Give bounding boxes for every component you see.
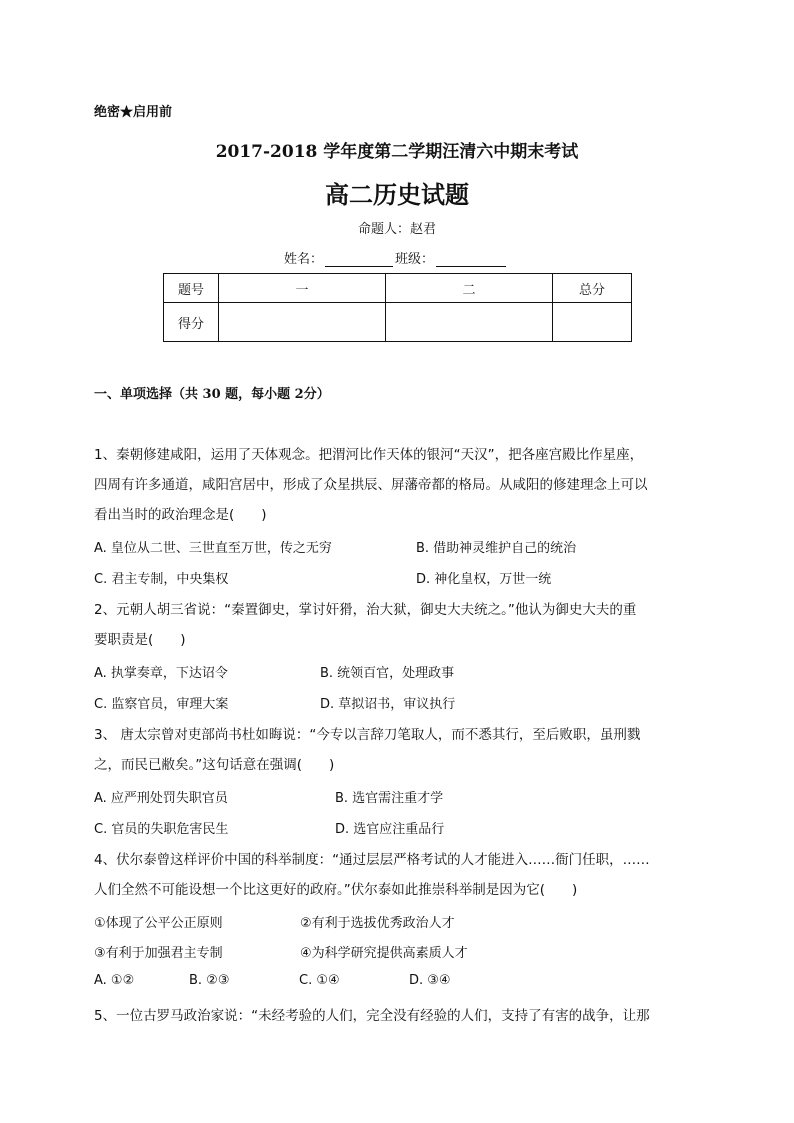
- author-line: 命题人：赵君: [357, 222, 436, 237]
- student-info: [284, 248, 508, 267]
- exam-title: 2017-2018 学年度第二学期汪清六中期末考试: [215, 142, 579, 162]
- option-d[interactable]: D. 草拟诏书，审议执行: [320, 697, 456, 712]
- option-a[interactable]: A. 应严刑处罚失职官员: [94, 791, 228, 806]
- option-d[interactable]: D. 神化皇权，万世一统: [416, 572, 552, 587]
- statement-4: ④为科学研究提供高素质人才: [300, 946, 468, 961]
- question-1-line-1: 1、秦朝修建咸阳，运用了天体观念。把渭河比作天体的银河“天汉”，把各座宫殿比作星座，: [94, 447, 644, 463]
- class-blank[interactable]: [436, 252, 506, 267]
- table-cell: 总分: [553, 274, 632, 303]
- table-cell: 二: [386, 274, 553, 303]
- question-4-line-1: 4、伏尔泰曾这样评价中国的科举制度：“通过层层严格考试的人才能进入……衙门任职，……: [94, 852, 650, 868]
- table-row: [164, 274, 632, 303]
- option-b[interactable]: B. ②③: [189, 973, 230, 988]
- table-cell: 得分: [164, 303, 219, 342]
- score-table: [163, 273, 632, 342]
- score-cell[interactable]: [553, 303, 632, 342]
- question-2-line-1: 2、元朝人胡三省说：“秦置御史，掌讨奸猾，治大狱，御史大夫统之。”他认为御史大夫的重: [94, 602, 637, 618]
- option-d[interactable]: D. ③④: [409, 973, 451, 988]
- statement-2: ②有利于选拔优秀政治人才: [300, 916, 455, 931]
- section-heading: 一、单项选择（共 30 题，每小题 2分）: [94, 387, 330, 402]
- score-cell[interactable]: [386, 303, 553, 342]
- option-c[interactable]: C. 官员的失职危害民生: [94, 822, 229, 837]
- option-b[interactable]: B. 选官需注重才学: [335, 791, 444, 806]
- subject-title: 高二历史试题: [325, 181, 469, 209]
- option-c[interactable]: C. ①④: [299, 973, 340, 988]
- question-2-line-2: 要职责是( ): [94, 632, 186, 648]
- name-blank[interactable]: [325, 252, 393, 267]
- table-cell: 题号: [164, 274, 219, 303]
- statement-3: ③有利于加强君主专制: [94, 946, 223, 961]
- name-label: 姓名：: [284, 252, 324, 267]
- question-3-line-1: 3、 唐太宗曾对吏部尚书杜如晦说：“今专以言辞刀笔取人，而不悉其行，至后败职，虽刑戮: [94, 727, 641, 743]
- option-a[interactable]: A. 皇位从二世、三世直至万世，传之无穷: [94, 541, 332, 556]
- question-1-line-2: 四周有许多通道，咸阳宫居中，形成了众星拱辰、屏藩帝都的格局。从咸阳的修建理念上可以: [94, 477, 648, 493]
- class-label: 班级：: [395, 252, 435, 267]
- option-a[interactable]: A. 执掌奏章，下达诏令: [94, 666, 228, 681]
- table-cell: 一: [219, 274, 386, 303]
- question-1-line-3: 看出当时的政治理念是( ): [94, 507, 267, 523]
- option-b[interactable]: B. 借助神灵维护自己的统治: [416, 541, 577, 556]
- confidential-label: 绝密★启用前: [94, 105, 173, 120]
- score-cell[interactable]: [219, 303, 386, 342]
- statement-1: ①体现了公平公正原则: [94, 916, 223, 931]
- option-c[interactable]: C. 君主专制，中央集权: [94, 572, 229, 587]
- option-a[interactable]: A. ①②: [94, 973, 135, 988]
- option-b[interactable]: B. 统领百官，处理政事: [320, 666, 455, 681]
- table-row: [164, 303, 632, 342]
- question-3-line-2: 之，而民已敝矣。”这句话意在强调( ): [94, 757, 335, 773]
- question-4-line-2: 人们全然不可能设想一个比这更好的政府。”伏尔泰如此推崇科举制是因为它( ): [94, 882, 578, 898]
- question-5-line-1: 5、一位古罗马政治家说：“未经考验的人们，完全没有经验的人们，支持了有害的战争，让那: [94, 1008, 650, 1024]
- option-d[interactable]: D. 选官应注重品行: [335, 822, 445, 837]
- option-c[interactable]: C. 监察官员，审理大案: [94, 697, 229, 712]
